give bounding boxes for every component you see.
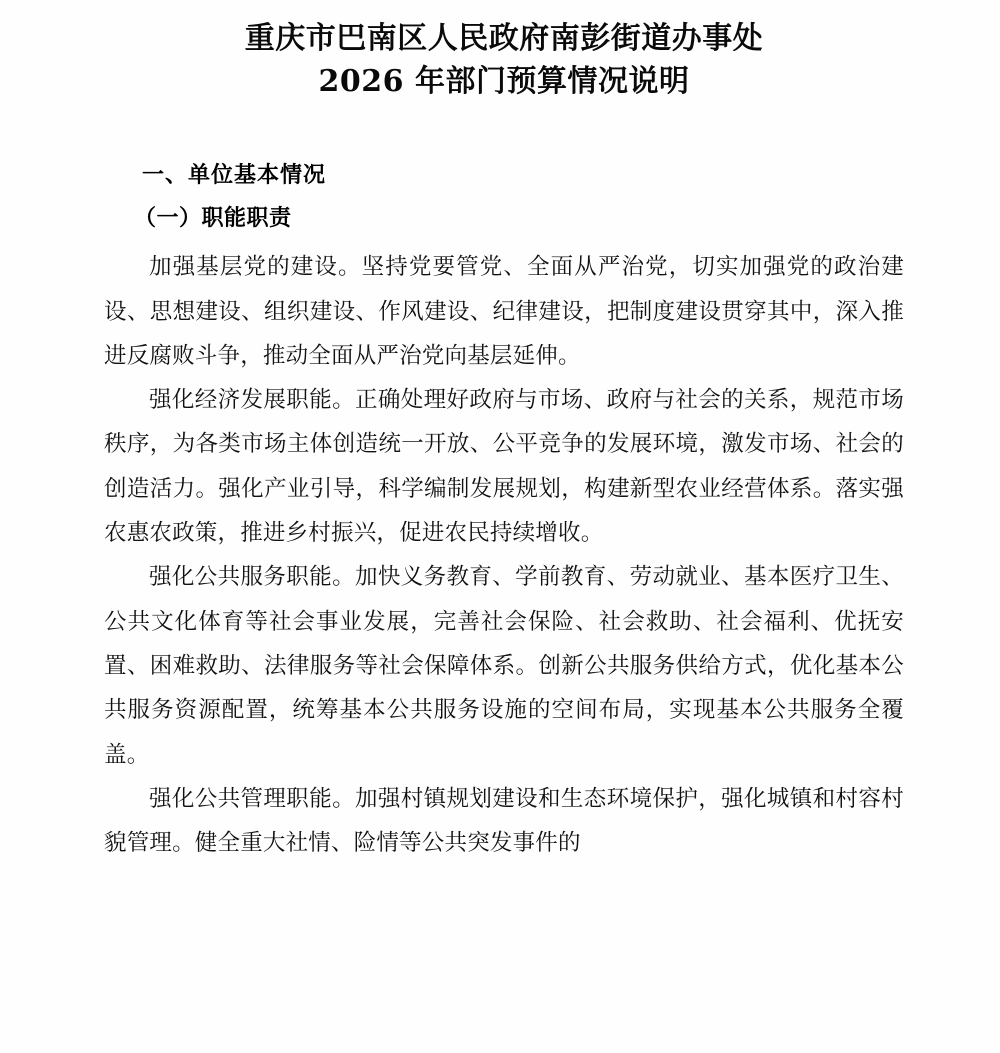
page-title — [104, 14, 904, 103]
page-title-line-2: 2026 年部门预算情况说明 — [318, 63, 690, 99]
subsection-heading-duties: （一）职能职责 — [134, 205, 292, 232]
page-title-line-1: 重庆市巴南区人民政府南彭街道办事处 — [244, 21, 764, 56]
section-heading-basic-info: 一、单位基本情况 — [142, 162, 327, 189]
paragraph-party-building: 加强基层党的建设。坚持党要管党、全面从严治党，切实加强党的政治建设、思想建设、组织建设、作风建设、纪律建设，把制度建设贯穿其中，深入推进反腐败斗争，推动全面从严治党向基层延伸。 — [104, 254, 904, 369]
paragraph-public-service: 强化公共服务职能。加快义务教育、学前教育、劳动就业、基本医疗卫生、公共文化体育等社会事业发展，完善社会保险、社会救助、社会福利、优抚安置、困难救助、法律服务等社会保障体系。创新公共服务供给方式，优化基本公共服务资源配置，统筹基本公共服务设施的空间布局，实现基本公共服务全覆盖。 — [104, 564, 904, 768]
paragraph-economic-development: 强化经济发展职能。正确处理好政府与市场、政府与社会的关系，规范市场秩序，为各类市场主体创造统一开放、公平竞争的发展环境，激发市场、社会的创造活力。强化产业引导，科学编制发展规划，构建新型农业经营体系。落实强农惠农政策，推进乡村振兴，促进农民持续增收。 — [104, 387, 904, 547]
paragraph-public-management: 强化公共管理职能。加强村镇规划建设和生态环境保护，强化城镇和村容村貌管理。健全重大社情、险情等公共突发事件的 — [104, 785, 904, 857]
title-spacer — [104, 103, 904, 159]
